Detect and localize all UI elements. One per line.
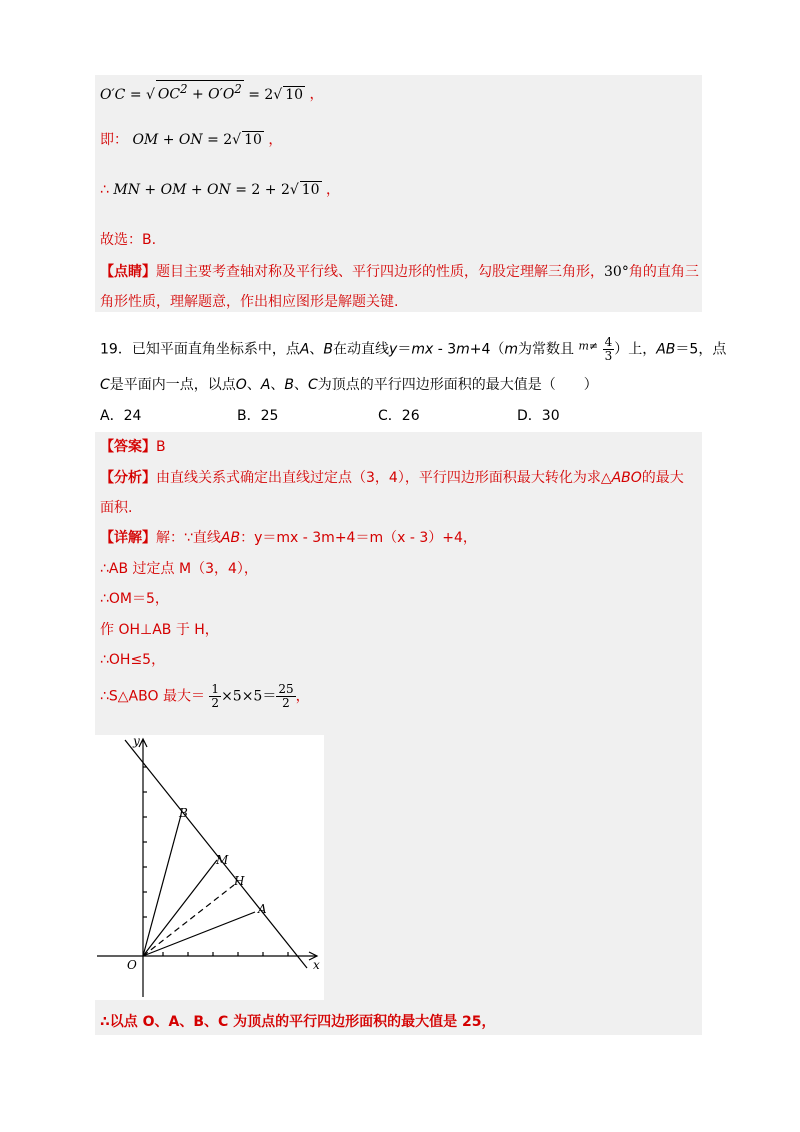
label-h: H — [234, 874, 245, 888]
label-m: M — [216, 853, 229, 867]
analysis-line-1: 【分析】由直线关系式确定出直线过定点（3，4），平行四边形面积最大转化为求△ABO的最大 — [100, 470, 684, 486]
ji-label: 即： — [100, 132, 128, 148]
answer-line: 【答案】B — [100, 439, 166, 455]
option-b[interactable]: B．25 — [237, 408, 279, 424]
option-d[interactable]: D．30 — [517, 408, 560, 424]
step-1: ∴AB 过定点 M（3，4）， — [100, 561, 258, 577]
segment-ob — [143, 815, 181, 956]
comment-line-2: 角形性质，理解题意，作出相应图形是解题关键. — [100, 294, 399, 310]
detail-line: 【详解】解：∵直线AB：y＝mx - 3m+4＝m（x - 3）+4， — [100, 530, 477, 546]
area-equation: ∴S△ABO 最大＝ $\frac{1}{2}$ ×5×5＝ $\frac{25}{2}$ ， — [100, 682, 310, 710]
origin-label: O — [127, 958, 137, 972]
question-line-1: 19．已知平面直角坐标系中，点A、B在动直线y＝mx - 3m+4（m为常数且 $^{m\ne}$ $\frac{4}{3}$ ）上，AB＝5，点 — [100, 335, 727, 363]
y-axis-ticks — [143, 767, 147, 917]
segment-oh — [143, 885, 234, 956]
x-label: x — [313, 958, 320, 972]
step-2: ∴OM＝5， — [100, 591, 169, 607]
label-b: B — [179, 806, 188, 820]
step-3: 作 OH⊥AB 于 H， — [100, 622, 219, 638]
y-label: y — [133, 735, 140, 748]
step-4: ∴OH≤5， — [100, 652, 166, 668]
equation-mn: ∴ MN + OM + ON = 2 + 2√ 10 ， — [100, 182, 341, 198]
option-c[interactable]: C．26 — [378, 408, 420, 424]
comment-line-1: 【点睛】题目主要考查轴对称及平行线、平行四边形的性质，勾股定理解三角形，30°角的直角三 — [100, 264, 699, 280]
conclusion-line: ∴以点 O、A、B、C 为顶点的平行四边形面积的最大值是 25， — [100, 1014, 496, 1030]
equation-oc: O′C = √ $OC^2 + O'O^2 = 2√$ 10 ， — [100, 82, 324, 103]
figure-svg — [95, 735, 324, 1000]
analysis-line-2: 面积. — [100, 500, 133, 516]
choice-text: 故选：B. — [100, 232, 157, 248]
geometry-figure — [95, 735, 324, 1000]
question-line-2: C是平面内一点，以点O、A、B、C为顶点的平行四边形面积的最大值是（ ） — [100, 377, 598, 393]
options-row — [100, 406, 660, 428]
equation-om-on: 即： OM + ON = 2√ 10 ， — [100, 132, 283, 148]
option-a[interactable]: A．24 — [100, 408, 142, 424]
label-a: A — [258, 902, 267, 916]
